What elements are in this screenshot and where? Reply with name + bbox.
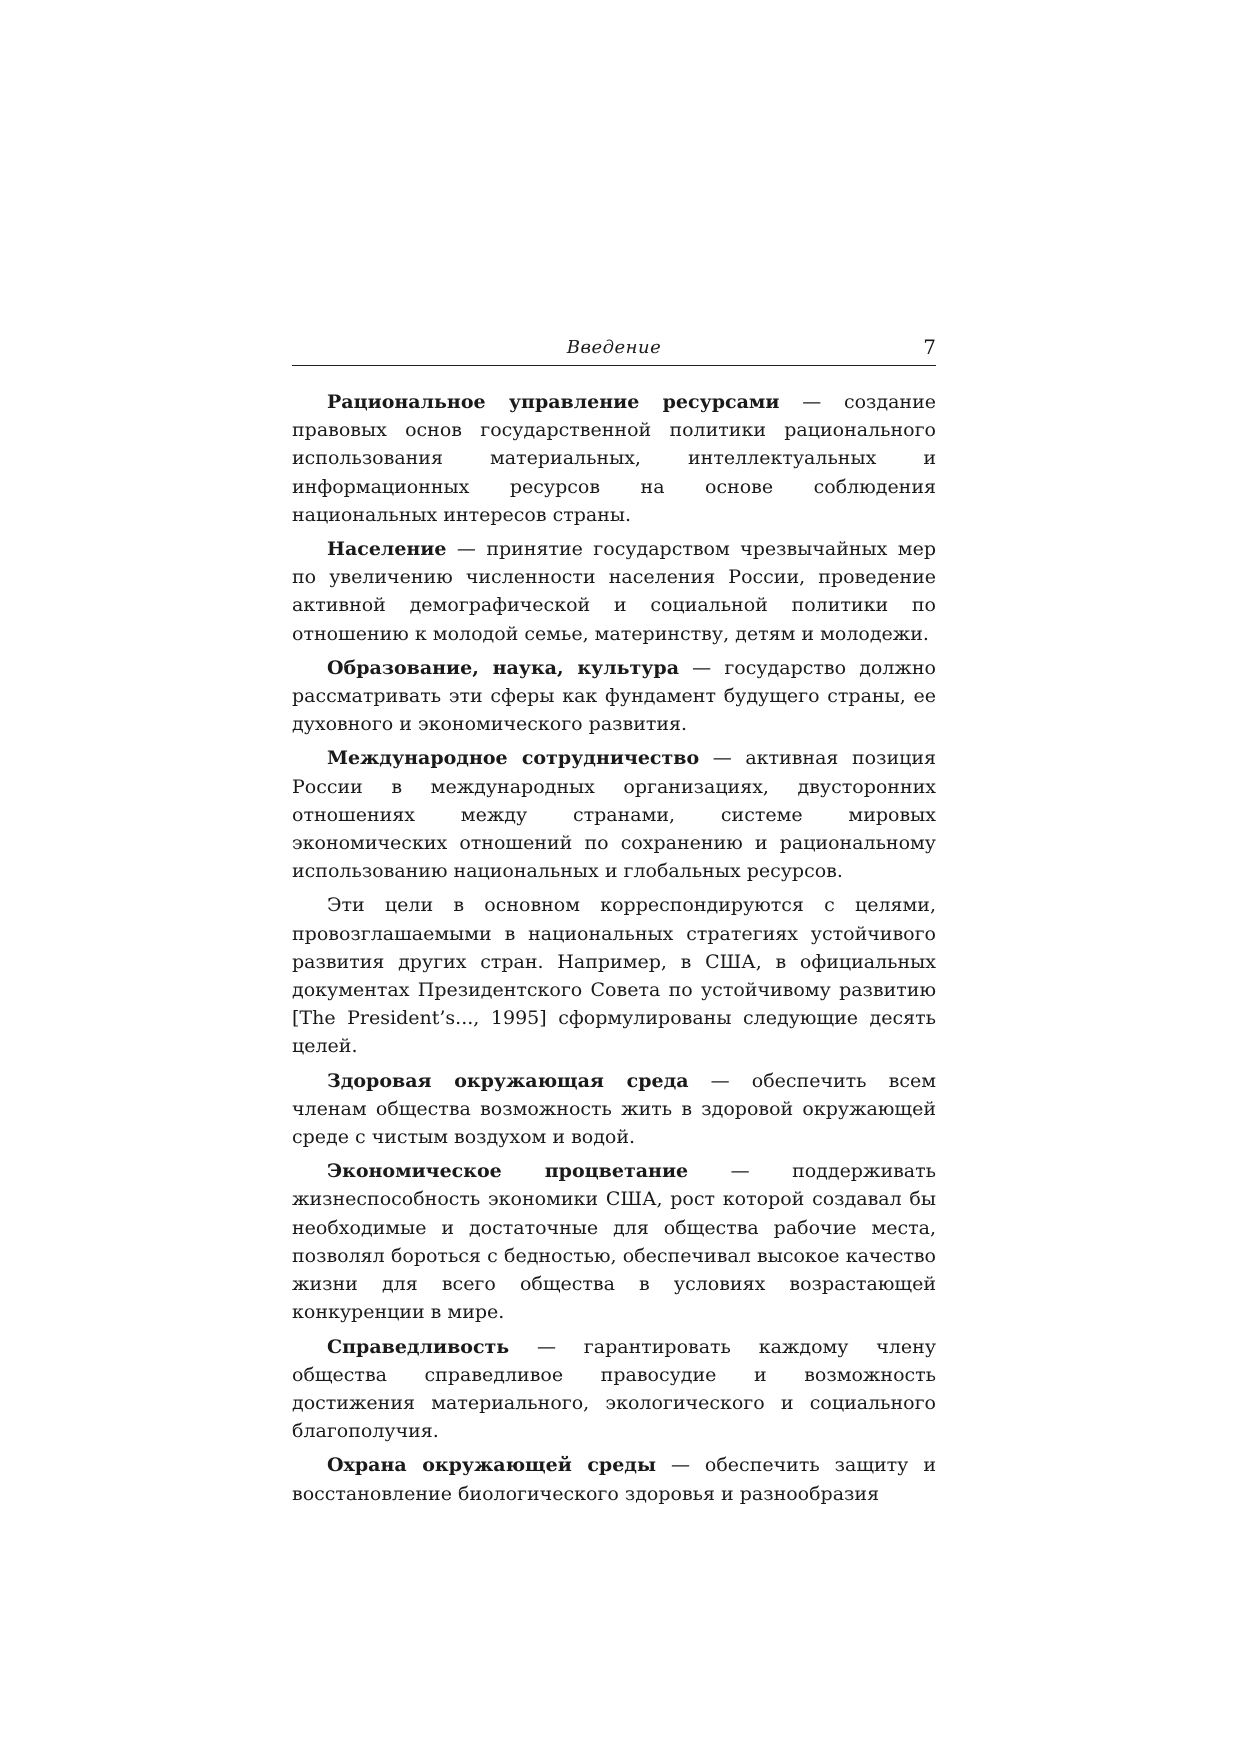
paragraph-text: — обеспечить всем членам общества возможность жить в здоровой окружающей среде с чистым воздухом и водой. xyxy=(292,1069,936,1149)
paragraph-text: — активная позиция России в международных организациях, двусторонних отношениях между странами, системе мировых экономических отношений по сохранению и рациональному использованию национальных и глобальных ресурсов. xyxy=(292,747,936,883)
paragraph-text: — поддерживать жизнеспособность экономики США, рост которой создавал бы необходимые и достаточные для общества рабочие места, позволял бороться с бедностью, обеспечивал высокое качество жизни для всего общества в условиях возрастающей конкуренции в мире. xyxy=(292,1160,936,1324)
running-title: Введение xyxy=(566,337,662,358)
paragraph-text: — государство должно рассматривать эти сферы как фундамент будущего страны, ее духовного и экономического развития. xyxy=(292,656,936,736)
paragraph-cooperation xyxy=(292,744,936,885)
paragraph-resources xyxy=(292,388,936,529)
paragraph-justice xyxy=(292,1333,936,1446)
term: Охрана окружающей среды xyxy=(327,1454,656,1477)
paragraph-text: — создание правовых основ государственной политики рационального использования материальных, интеллектуальных и информационных ресурсов на основе соблюдения национальных интересов страны. xyxy=(292,391,936,526)
paragraph-education xyxy=(292,654,936,739)
paragraph-text: — гарантировать каждому члену общества справедливое правосудие и возможность достижения материального, экологического и социального благополучия. xyxy=(292,1335,936,1443)
term: Население xyxy=(327,538,447,561)
page-number: 7 xyxy=(923,335,936,359)
paragraph-protection xyxy=(292,1451,936,1507)
term: Рациональное управление ресурсами xyxy=(327,391,780,413)
paragraph-population xyxy=(292,535,936,648)
term: Международное сотрудничество xyxy=(327,747,700,770)
paragraph-healthy-environment xyxy=(292,1067,936,1152)
term: Образование, наука, культура xyxy=(327,656,680,679)
page-header xyxy=(292,337,936,366)
paragraph-prosperity xyxy=(292,1157,936,1326)
term: Здоровая окружающая среда xyxy=(327,1069,689,1092)
paragraph-text: — принятие государством чрезвычайных мер по увеличению численности населения России, проведение активной демографической и социальной политики по отношению к молодой семье, материнству, детям и молодежи. xyxy=(292,538,936,645)
term: Справедливость xyxy=(327,1335,510,1358)
paragraph-text: Эти цели в основном корреспондируются с целями, провозглашаемыми в национальных стратегиях устойчивого развития других стран. Например, в США, в официальных документах Президентского Совета по устойчивому развитию [The President’s..., 1995] сформулированы следующие десять целей. xyxy=(292,894,936,1058)
paragraph-goals-intro xyxy=(292,891,936,1060)
body-text xyxy=(292,388,936,1514)
term: Экономическое процветание xyxy=(327,1160,689,1183)
paragraph-text: — обеспечить защиту и восстановление биологического здоровья и разнообразия xyxy=(292,1454,936,1505)
